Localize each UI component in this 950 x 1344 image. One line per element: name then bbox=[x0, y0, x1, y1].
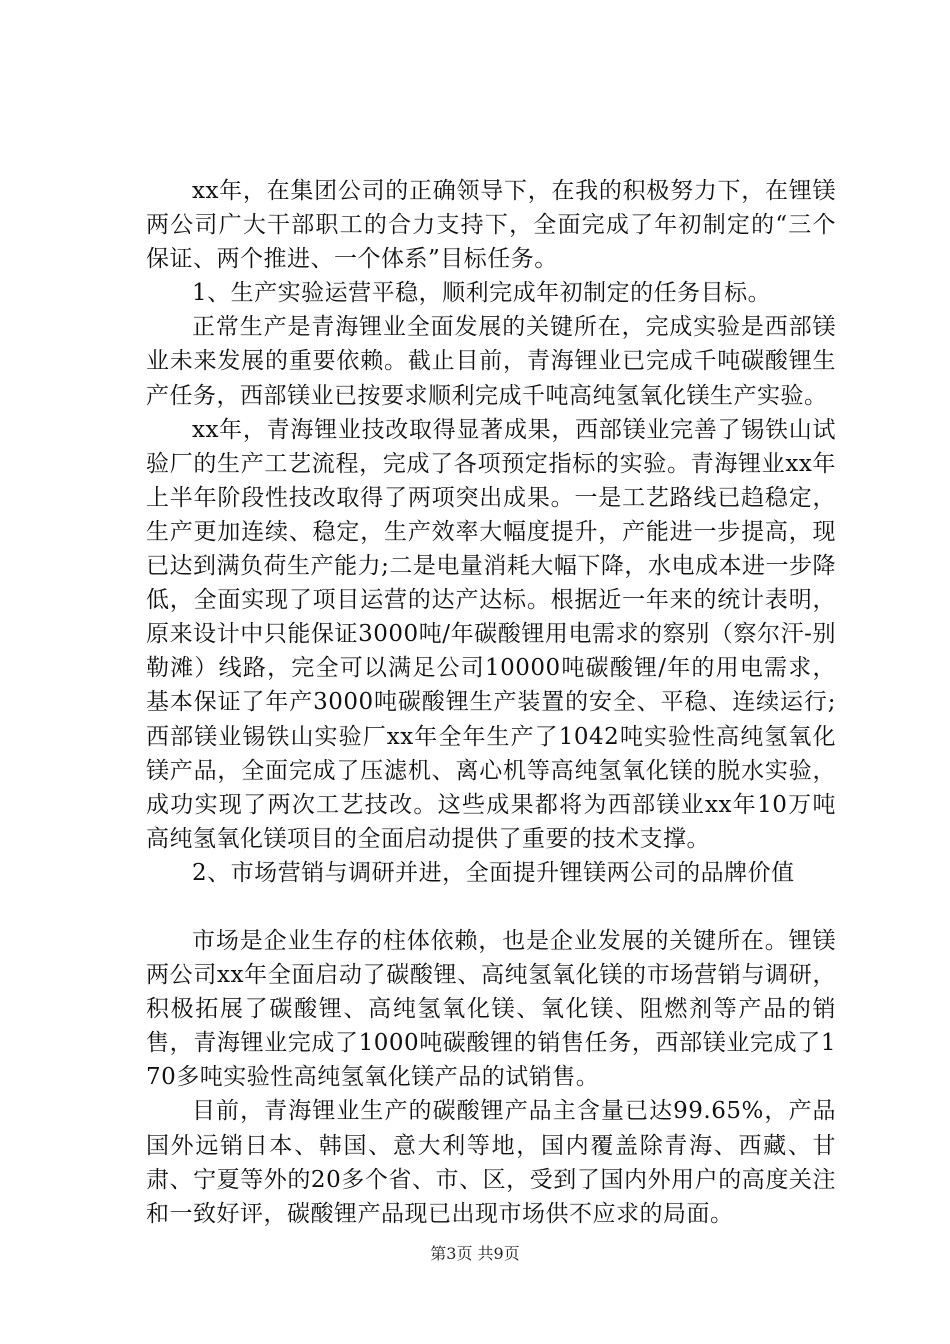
paragraph-product-quality: 目前，青海锂业生产的碳酸锂产品主含量已达99.65%，产品国外远销日本、韩国、意大利等地，国内覆盖除青海、西藏、甘肃、宁夏等外的20多个省、市、区，受到了国内外用户的高度关注和一致好评，碳酸锂产品现已出现市场供不应求的局面。 bbox=[146, 1098, 836, 1227]
heading-section-2: 2、市场营销与调研并进，全面提升锂镁两公司的品牌价值 bbox=[192, 859, 795, 886]
paragraph-spacer bbox=[146, 890, 836, 924]
paragraph-tech-reform: xx年，青海锂业技改取得显著成果，西部镁业完善了锡铁山试验厂的生产工艺流程，完成了各项预定指标的实验。青海锂业xx年上半年阶段性技改取得了两项突出成果。一是工艺路线已趋稳定，生产更加连续、稳定，生产效率大幅度提升，产能进一步提高，现已达到满负荷生产能力;二是电量消耗大幅下降，水电成本进一步降低，全面实现了项目运营的达产达标。根据近一年来的统计表明，原来设计中只能保证3000吨/年碳酸锂用电需求的察别（察尔汗-别勒滩）线路，完全可以满足公司10000吨碳酸锂/年的用电需求，基本保证了年产3000吨碳酸锂生产装置的安全、平稳、连续运行;西部镁业锡铁山实验厂xx年全年生产了1042吨实验性高纯氢氧化镁产品，全面完成了压滤机、离心机等高纯氢氧化镁的脱水实验，成功实现了两次工艺技改。这些成果都将为西部镁业xx年10万吨高纯氢氧化镁项目的全面启动提供了重要的技术支撑。 bbox=[146, 416, 836, 852]
paragraph-intro: xx年，在集团公司的正确领导下，在我的积极努力下，在锂镁两公司广大干部职工的合力支持下，全面完成了年初制定的“三个保证、两个推进、一个体系”目标任务。 bbox=[146, 178, 836, 273]
document-body bbox=[146, 174, 836, 1231]
paragraph-market: 市场是企业生存的柱体依赖，也是企业发展的关键所在。锂镁两公司xx年全面启动了碳酸锂、高纯氢氧化镁的市场营销与调研，积极拓展了碳酸锂、高纯氢氧化镁、氧化镁、阻燃剂等产品的销售，青海锂业完成了1000吨碳酸锂的销售任务，西部镁业完成了170多吨实验性高纯氢氧化镁产品的试销售。 bbox=[146, 927, 836, 1091]
heading-section-1: 1、生产实验运营平稳，顺利完成年初制定的任务目标。 bbox=[192, 280, 772, 307]
page-number-footer: 第3页 共9页 bbox=[430, 1244, 520, 1263]
paragraph-production: 正常生产是青海锂业全面发展的关键所在，完成实验是西部镁业未来发展的重要依赖。截止目前，青海锂业已完成千吨碳酸锂生产任务，西部镁业已按要求顺利完成千吨高纯氢氧化镁生产实验。 bbox=[146, 314, 836, 409]
